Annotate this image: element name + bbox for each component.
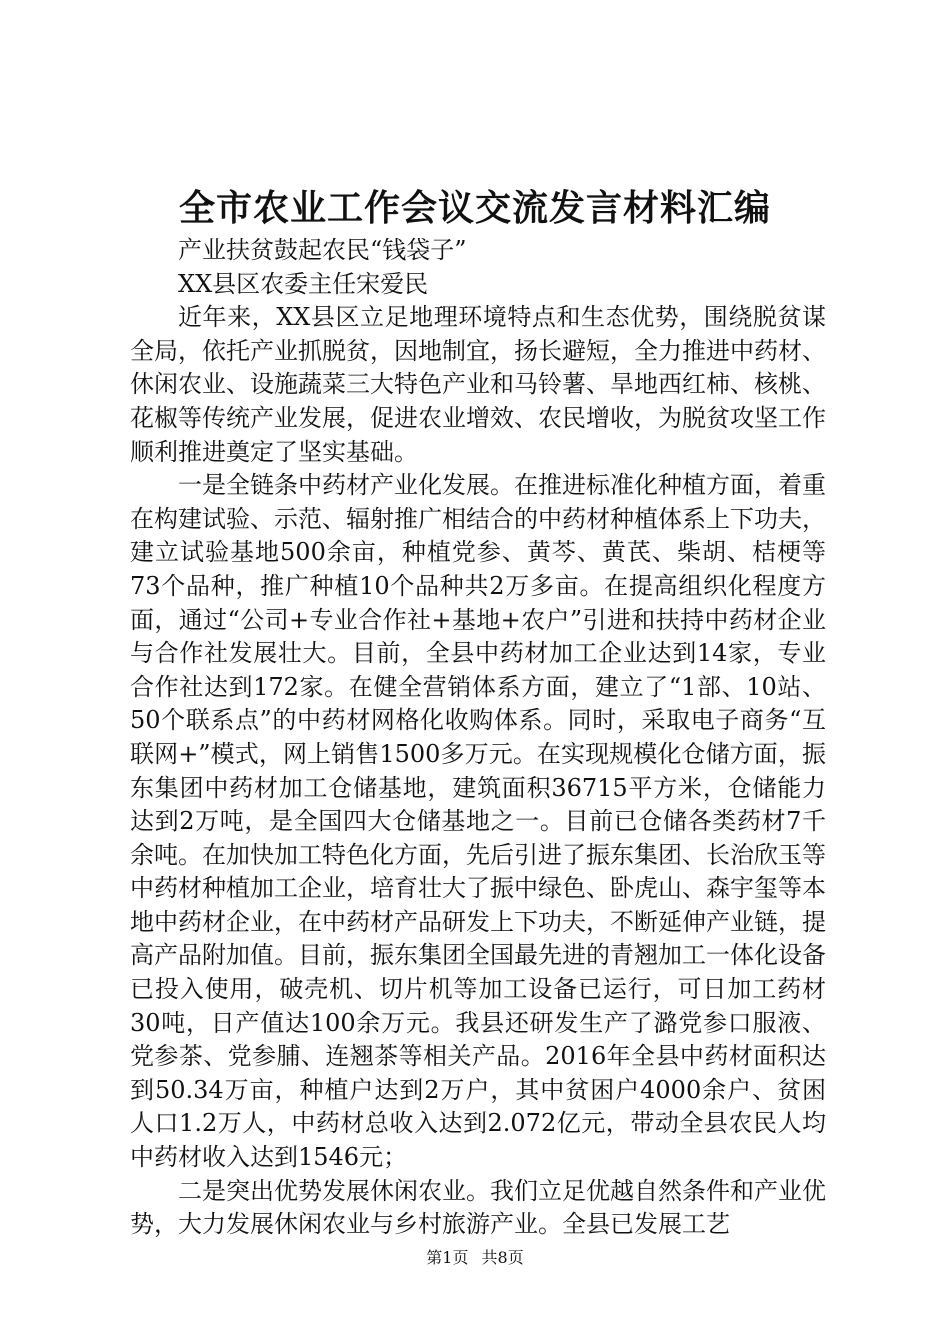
document-title: 全市农业工作会议交流发言材料汇编 xyxy=(178,187,771,229)
page-total: 共8页 xyxy=(481,1248,524,1267)
page-footer xyxy=(0,1248,950,1268)
intro-paragraph: 近年来，XX县区立足地理环境特点和生态优势，围绕脱贫谋全局，依托产业抓脱贫，因地制宜，扬长避短，全力推进中药材、休闲农业、设施蔬菜三大特色产业和马铃薯、旱地西红柿、核桃、花椒等传统产业发展，促进农业增效、农民增收，为脱贫攻坚工作顺利推进奠定了坚实基础。 xyxy=(130,303,826,466)
subtitle-paragraph: 产业扶贫鼓起农民“钱袋子” xyxy=(178,236,467,264)
author-paragraph: XX县区农委主任宋爱民 xyxy=(178,269,429,298)
document-body xyxy=(130,234,826,1242)
section-two-paragraph: 二是突出优势发展休闲农业。我们立足优越自然条件和产业优势，大力发展休闲农业与乡村旅游产业。全县已发展工艺 xyxy=(130,1176,826,1239)
section-one-paragraph: 一是全链条中药材产业化发展。在推进标准化种植方面，着重在构建试验、示范、辐射推广相结合的中药材种植体系上下功夫，建立试验基地500余亩，种植党参、黄芩、黄芪、柴胡、桔梗等73个品种，推广种植10个品种共2万多亩。在提高组织化程度方面，通过“公司+专业合作社+基地+农户”引进和扶持中药材企业与合作社发展壮大。目前，全县中药材加工企业达到14家，专业合作社达到172家。在健全营销体系方面，建立了“1部、10站、50个联系点”的中药材网格化收购体系。同时，采取电子商务“互联网+”模式，网上销售1500多万元。在实现规模化仓储方面，振东集团中药材加工仓储基地，建筑面积36715平方米，仓储能力达到2万吨，是全国四大仓储基地之一。目前已仓储各类药材7千余吨。在加快加工特色化方面，先后引进了振东集团、长治欣玉等中药材种植加工企业，培育壮大了振中绿色、卧虎山、森宇玺等本地中药材企业，在中药材产品研发上下功夫，不断延伸产业链，提高产品附加值。目前，振东集团全国最先进的青翘加工一体化设备已投入使用，破壳机、切片机等加工设备已运行，可日加工药材30吨，日产值达100余万元。我县还研发生产了潞党参口服液、党参茶、党参脯、连翘茶等相关产品。2016年全县中药材面积达到50.34万亩，种植户达到2万户，其中贫困户4000余户、贫困人口1.2万人，中药材总收入达到2.072亿元，带动全县农民人均中药材收入达到1546元； xyxy=(130,471,826,1172)
page-number: 第1页 xyxy=(426,1248,469,1267)
